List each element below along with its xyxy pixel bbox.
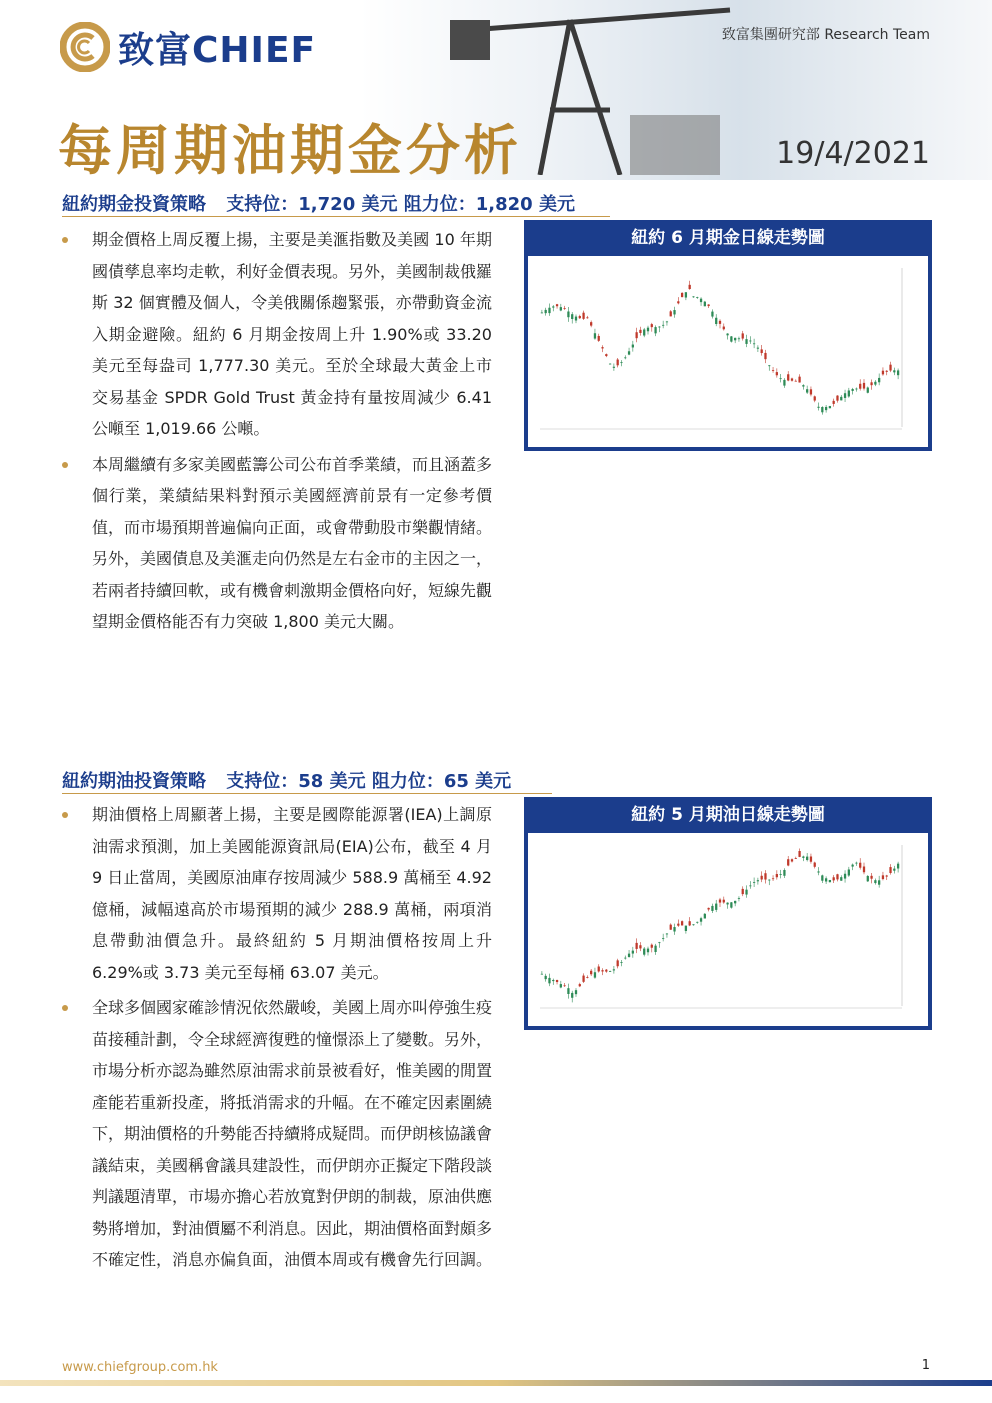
oil-section-heading	[62, 767, 511, 793]
gold-candle	[689, 285, 691, 289]
gold-candle	[677, 301, 679, 303]
gold-candle	[575, 317, 577, 321]
gold-candle	[567, 311, 569, 317]
oil-candle	[753, 882, 755, 883]
gold-candle	[761, 349, 763, 353]
list-item	[62, 449, 492, 638]
oil-candle	[757, 880, 759, 881]
gold-candle	[548, 308, 550, 313]
gold-candle	[886, 371, 888, 372]
oil-candle	[886, 875, 888, 876]
oil-candle	[768, 880, 770, 881]
gold-candle	[560, 307, 562, 310]
gold-candle	[590, 322, 592, 325]
oil-levels: 支持位：58 美元 阻力位：65 美元	[226, 771, 512, 792]
gold-candle	[605, 354, 607, 356]
bullet-dot-icon	[62, 237, 68, 243]
oil-candle	[719, 899, 721, 902]
oil-candle	[893, 869, 895, 871]
gold-candle	[768, 365, 770, 366]
gold-candle	[571, 314, 573, 319]
oil-candle	[658, 942, 660, 943]
oil-candle	[840, 877, 842, 881]
oil-candle	[666, 934, 668, 935]
oil-candle	[704, 914, 706, 919]
gold-candle	[666, 321, 668, 322]
oil-candle	[734, 901, 736, 904]
oil-candle	[613, 969, 615, 970]
oil-candle	[594, 972, 596, 977]
gold-candle	[874, 382, 876, 385]
oil-candle	[628, 954, 630, 957]
gold-candle	[833, 401, 835, 404]
oil-candle	[772, 878, 774, 879]
bullet-dot-icon	[62, 1005, 68, 1011]
oil-candle	[851, 865, 853, 867]
oil-chart-panel	[524, 797, 932, 1030]
oil-candle	[776, 874, 778, 877]
oil-candle	[541, 974, 543, 975]
oil-candle	[745, 890, 747, 895]
gold-levels: 支持位：1,720 美元 阻力位：1,820 美元	[226, 194, 575, 215]
gold-candle	[711, 312, 713, 317]
gold-bullet-list	[62, 224, 492, 638]
oil-candle	[749, 885, 751, 886]
gold-candle	[817, 407, 819, 408]
oil-chart-area	[528, 833, 928, 1026]
oil-candle	[802, 856, 804, 857]
oil-candle	[806, 857, 808, 860]
gold-candle	[700, 299, 702, 302]
report-date: 19/4/2021	[776, 136, 930, 171]
oil-candle	[715, 904, 717, 910]
gold-candle	[609, 364, 611, 365]
oil-candle	[787, 859, 789, 865]
gold-candle	[814, 396, 816, 400]
oil-candle	[882, 875, 884, 879]
oil-candle	[670, 925, 672, 930]
gold-candle	[696, 297, 698, 298]
oil-chart-title: 紐約 5 月期油日線走勢圖	[631, 805, 825, 825]
gold-candle	[620, 362, 622, 363]
gold-candle	[897, 370, 899, 375]
gold-candle	[810, 389, 812, 394]
gold-candle	[617, 360, 619, 366]
gold-candle	[836, 396, 838, 401]
gold-candle	[806, 389, 808, 392]
oil-candle	[874, 880, 876, 883]
oil-candle	[878, 880, 880, 884]
footer-url: www.chiefgroup.com.hk	[62, 1360, 218, 1375]
gold-candle	[545, 310, 547, 313]
oil-candle	[791, 859, 793, 861]
gold-candle	[745, 339, 747, 344]
oil-candle	[681, 921, 683, 925]
oil-candle	[624, 958, 626, 959]
gold-candle	[798, 377, 800, 383]
oil-candle	[738, 898, 740, 899]
gold-candle	[643, 329, 645, 335]
gold-candle	[601, 347, 603, 348]
company-logo	[60, 22, 316, 72]
oil-candle	[711, 906, 713, 911]
oil-candle	[552, 980, 554, 981]
oil-candle	[855, 863, 857, 864]
gold-candle	[628, 351, 630, 354]
gold-heading-label: 紐約期金投資策略	[62, 194, 206, 215]
gold-candle	[552, 306, 554, 307]
oil-candlestick-chart	[528, 833, 928, 1026]
oil-candle	[567, 988, 569, 994]
gold-candle	[795, 381, 797, 382]
gold-candle	[882, 371, 884, 375]
oil-heading-rule	[62, 793, 552, 794]
oil-candle	[590, 971, 592, 975]
gold-candle	[639, 330, 641, 333]
gold-section-heading	[62, 190, 575, 216]
oil-candle	[764, 873, 766, 879]
gold-candle	[730, 336, 732, 341]
oil-candle	[814, 863, 816, 867]
gold-candle	[840, 397, 842, 401]
list-item	[62, 799, 492, 988]
oil-candle	[677, 924, 679, 926]
gold-candle	[579, 316, 581, 318]
oil-candle	[897, 864, 899, 869]
gold-candle	[734, 338, 736, 340]
gold-candlestick-chart	[528, 256, 928, 447]
gold-candle	[723, 327, 725, 330]
oil-candle	[696, 922, 698, 923]
gold-candle	[783, 380, 785, 386]
oil-candle	[783, 870, 785, 876]
oil-candle	[635, 943, 637, 949]
gold-candle	[753, 343, 755, 344]
gold-candle	[863, 383, 865, 389]
gold-bullet-text-1: 期金價格上周反覆上揚，主要是美滙指數及美國 10 年期國債孳息率均走軟，利好金價表現。另外，美國制裁俄羅斯 32 個實體及個人，令美俄關係趨緊張，亦帶動資金流入期金避險。紐約 6 月期金按周上升 1.90%或 33.20 美元至每盎司 1,777.30 美元。至於全球最大黃金上市交易基金 SPDR Gold Trust 黃金持有量按周減少 6.41 公噸至 1,019.66 公噸。	[92, 230, 493, 438]
gold-candle	[878, 378, 880, 382]
gold-candle	[749, 341, 751, 342]
oil-candle	[730, 902, 732, 907]
oil-candle	[817, 871, 819, 872]
oil-candle	[620, 962, 622, 963]
gold-candle	[624, 357, 626, 358]
oil-candle	[810, 856, 812, 861]
gold-candle	[776, 372, 778, 375]
footer-bar	[0, 1380, 992, 1386]
gold-candle	[870, 382, 872, 385]
gold-candle	[893, 370, 895, 372]
page-title: 每周期油期金分析	[58, 119, 522, 182]
gold-candle	[635, 332, 637, 338]
gold-candle	[851, 389, 853, 391]
gold-candle	[654, 327, 656, 333]
page-number: 1	[921, 1358, 930, 1373]
gold-candle	[779, 378, 781, 379]
oil-candle	[560, 984, 562, 987]
gold-candle	[707, 304, 709, 306]
oil-candle	[548, 978, 550, 983]
oil-candle	[859, 863, 861, 868]
oil-candle	[673, 927, 675, 931]
oil-candle	[867, 876, 869, 881]
oil-candle	[726, 903, 728, 905]
oil-candle	[692, 924, 694, 925]
oil-candle	[779, 874, 781, 875]
oil-candle	[707, 908, 709, 910]
oil-candle	[582, 976, 584, 982]
oil-candle	[579, 984, 581, 986]
list-item	[62, 992, 492, 1276]
gold-candle	[670, 311, 672, 316]
oil-candle	[685, 926, 687, 931]
gold-candle	[764, 353, 766, 359]
gold-chart-title: 紐約 6 月期金日線走勢圖	[631, 228, 825, 248]
oil-candle	[723, 900, 725, 903]
oil-bullet-text-1: 期油價格上周顯著上揚，主要是國際能源署(IEA)上調原油需求預測，加上美國能源資訊局(EIA)公布，截至 4 月 9 日止當周，美國原油庫存按周減少 588.9 萬桶至 4.92 億桶，減幅遠高於市場預期的減少 288.9 萬桶，兩項消息帶動油價急升。最終紐約 5 月期油價格按周上升 6.29%或 3.73 美元至每桶 63.07 美元。	[92, 805, 492, 982]
oil-candle	[836, 874, 838, 879]
gold-candle	[541, 313, 543, 314]
gold-candle	[598, 336, 600, 341]
oil-candle	[601, 970, 603, 971]
gold-candle	[673, 310, 675, 314]
oil-candle	[863, 867, 865, 873]
oil-bullet-text-2: 全球多個國家確診情況依然嚴峻，美國上周亦叫停強生疫苗接種計劃，令全球經濟復甦的憧憬添上了變數。另外，市場分析亦認為雖然原油需求前景被看好，惟美國的閒置產能若重新投產，將抵消需求的升幅。在不確定因素圍繞下，期油價格的升勢能否持續將成疑問。而伊朗核協議會議結束，美國稱會議具建設性，而伊朗亦正擬定下階段談判議題清單，市場亦擔心若放寬對伊朗的制裁，原油供應勢將增加，對油價屬不利消息。因此，期油價格面對頗多不確定性，消息亦偏負面，油價本周或有機會先行回調。	[92, 998, 493, 1269]
gold-candle	[738, 338, 740, 339]
oil-candle	[795, 858, 797, 859]
oil-candle	[761, 876, 763, 880]
bullet-dot-icon	[62, 462, 68, 468]
gold-candle	[821, 407, 823, 412]
gold-candle	[726, 334, 728, 336]
gold-candle	[802, 385, 804, 386]
gold-candle	[662, 325, 664, 326]
oil-candle	[563, 985, 565, 986]
oil-candle	[609, 971, 611, 972]
gold-candle	[704, 302, 706, 307]
gold-candle	[685, 292, 687, 297]
oil-candle	[844, 874, 846, 879]
bullet-dot-icon	[62, 812, 68, 818]
oil-candle	[639, 945, 641, 948]
gold-candle	[825, 407, 827, 410]
gold-candle	[719, 321, 721, 324]
research-team-label: 致富集團研究部 Research Team	[721, 27, 930, 43]
gold-candle	[586, 317, 588, 318]
oil-candle	[556, 980, 558, 982]
logo-text: 致富CHIEF	[118, 29, 317, 71]
gold-candle	[757, 348, 759, 349]
gold-candle	[632, 345, 634, 348]
gold-candle	[742, 333, 744, 338]
oil-candle	[575, 990, 577, 994]
oil-candle	[889, 867, 891, 873]
gold-candle	[791, 378, 793, 380]
oil-candle	[833, 877, 835, 880]
oil-candle	[870, 876, 872, 879]
oil-candle	[848, 869, 850, 875]
oil-candle	[586, 977, 588, 978]
oil-candle	[617, 960, 619, 966]
gold-chart-area	[528, 256, 928, 447]
oil-candle	[825, 878, 827, 881]
oil-candle	[700, 918, 702, 921]
gold-candle	[681, 293, 683, 297]
gold-chart-panel	[524, 220, 932, 451]
gold-candle	[829, 406, 831, 408]
oil-candle	[545, 976, 547, 979]
gold-candle	[715, 318, 717, 324]
oil-candle	[632, 951, 634, 954]
oil-candle	[798, 851, 800, 857]
oil-candle	[829, 880, 831, 882]
gold-candle	[613, 367, 615, 368]
gold-candle	[556, 304, 558, 306]
gold-candle	[889, 365, 891, 371]
gold-heading-rule	[62, 216, 610, 217]
gold-candle	[594, 333, 596, 338]
oil-candle	[742, 889, 744, 894]
gold-candle	[647, 328, 649, 332]
oil-candle	[647, 949, 649, 953]
gold-candle	[848, 390, 850, 396]
oil-candle	[598, 967, 600, 972]
gold-candle	[692, 296, 694, 297]
oil-candle	[571, 993, 573, 998]
oil-candle	[654, 946, 656, 952]
oil-bullet-list	[62, 799, 492, 1276]
gold-candle	[844, 393, 846, 398]
oil-heading-label: 紐約期油投資策略	[62, 771, 206, 792]
oil-candle	[662, 938, 664, 939]
oil-candle	[643, 949, 645, 955]
chief-logo-icon	[60, 22, 110, 72]
gold-candle	[867, 387, 869, 392]
gold-candle	[787, 374, 789, 380]
oil-candle	[821, 875, 823, 880]
oil-candle	[651, 945, 653, 948]
oil-candle	[689, 921, 691, 925]
list-item	[62, 224, 492, 445]
oil-candle	[605, 970, 607, 972]
gold-candle	[658, 327, 660, 328]
gold-candle	[651, 324, 653, 327]
gold-candle	[772, 370, 774, 371]
gold-candle	[563, 308, 565, 309]
gold-candle	[582, 313, 584, 319]
gold-bullet-text-2: 本周繼續有多家美國藍籌公司公布首季業績，而且涵蓋多個行業，業績結果料對預示美國經濟前景有一定參考價值，而市場預期普遍偏向正面，或會帶動股市樂觀情緒。另外，美國債息及美滙走向仍然是左右金市的主因之一，若兩者持續回軟，或有機會刺激期金價格向好，短線先觀望期金價格能否有力突破 1,800 美元大關。	[92, 454, 493, 631]
gold-candle	[859, 384, 861, 389]
gold-candle	[855, 389, 857, 390]
